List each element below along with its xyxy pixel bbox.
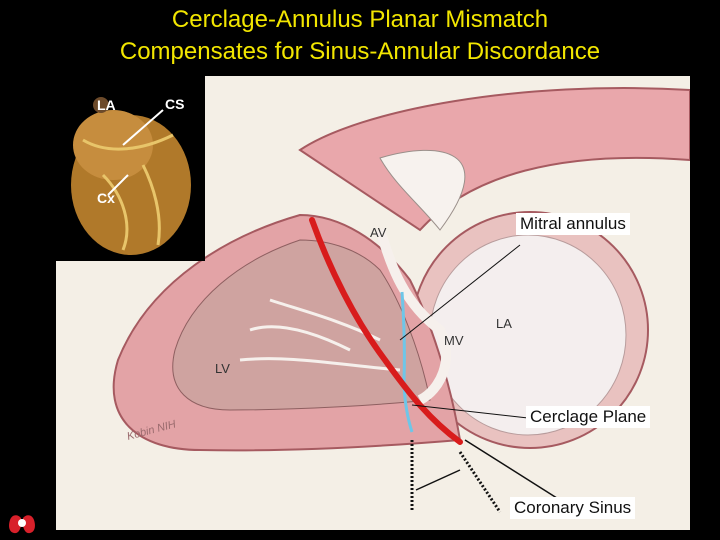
lung-logo-icon: [6, 506, 38, 536]
inset-label-cx: Cx: [97, 190, 115, 206]
inset-label-cs: CS: [165, 96, 185, 112]
mitral-annulus-label: Mitral annulus: [516, 213, 630, 235]
mismatch-arrow: [416, 470, 460, 490]
title-line-1: Cerclage-Annulus Planar Mismatch: [171, 6, 549, 33]
heart-photo-illustration: [53, 75, 205, 261]
label-la: LA: [496, 316, 512, 331]
slide-title: [0, 4, 720, 68]
artist-signature: Kobin NIH: [125, 418, 178, 443]
inset-label-la: LA: [97, 97, 116, 113]
coronary-sinus-label: Coronary Sinus: [510, 497, 635, 519]
heart-inset-image: [53, 75, 205, 261]
aorta-tube: [300, 88, 690, 230]
label-lv: LV: [215, 361, 230, 376]
label-mv: MV: [444, 333, 464, 348]
sinus-dotted-line-2: [460, 452, 500, 512]
cerclage-plane-label: Cerclage Plane: [526, 406, 650, 428]
title-line-2: Compensates for Sinus-Annular Discordance: [119, 38, 601, 65]
coronary-sinus-leader: [465, 440, 560, 500]
label-av: AV: [370, 225, 387, 240]
